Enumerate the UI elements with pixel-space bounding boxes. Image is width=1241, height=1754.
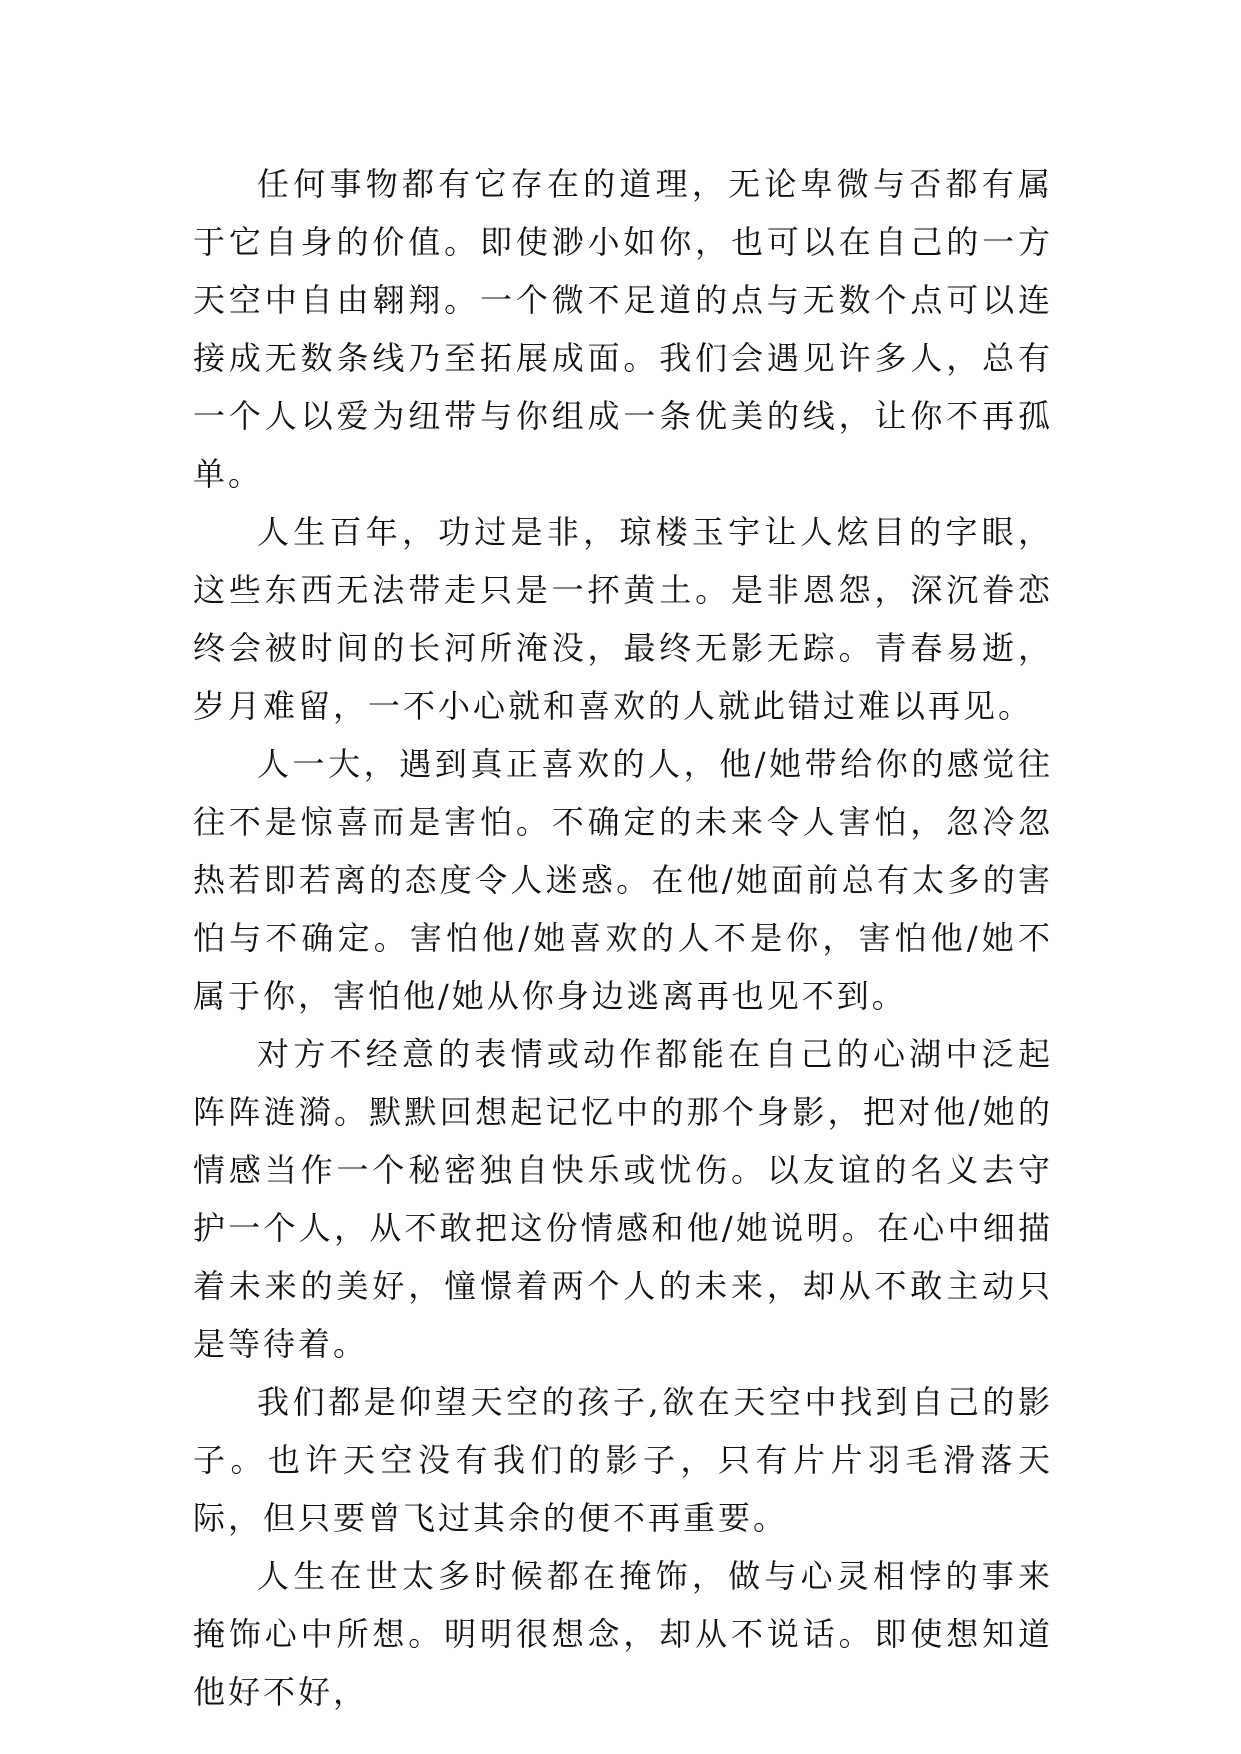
paragraph-5: 我们都是仰望天空的孩子,欲在天空中找到自己的影子。也许天空没有我们的影子，只有片片羽毛滑落天际，但只要曾飞过其余的便不再重要。 <box>193 1383 1053 1537</box>
paragraph-2: 人生百年，功过是非，琼楼玉宇让人炫目的字眼，这些东西无法带走只是一抔黄土。是非恩怨，深沉眷恋终会被时间的长河所淹没，最终无影无踪。青春易逝，岁月难留，一不小心就和喜欢的人就此错过难以再见。 <box>193 513 1053 725</box>
paragraph-1: 任何事物都有它存在的道理，无论卑微与否都有属于它自身的价值。即使渺小如你，也可以在自己的一方天空中自由翱翔。一个微不足道的点与无数个点可以连接成无数条线乃至拓展成面。我们会遇见许多人，总有一个人以爱为纽带与你组成一条优美的线，让你不再孤单。 <box>193 165 1053 493</box>
paragraph-6: 人生在世太多时候都在掩饰，做与心灵相悖的事来掩饰心中所想。明明很想念，却从不说话。即使想知道他好不好， <box>193 1557 1053 1711</box>
paragraph-4: 对方不经意的表情或动作都能在自己的心湖中泛起阵阵涟漪。默默回想起记忆中的那个身影，把对他/她的情感当作一个秘密独自快乐或忧伤。以友谊的名义去守护一个人，从不敢把这份情感和他/她说明。在心中细描着未来的美好，憧憬着两个人的未来，却从不敢主动只是等待着。 <box>193 1035 1053 1363</box>
document-body <box>193 155 1053 1721</box>
paragraph-3: 人一大，遇到真正喜欢的人，他/她带给你的感觉往往不是惊喜而是害怕。不确定的未来令人害怕，忽冷忽热若即若离的态度令人迷惑。在他/她面前总有太多的害怕与不确定。害怕他/她喜欢的人不是你，害怕他/她不属于你，害怕他/她从你身边逃离再也见不到。 <box>193 745 1053 1015</box>
